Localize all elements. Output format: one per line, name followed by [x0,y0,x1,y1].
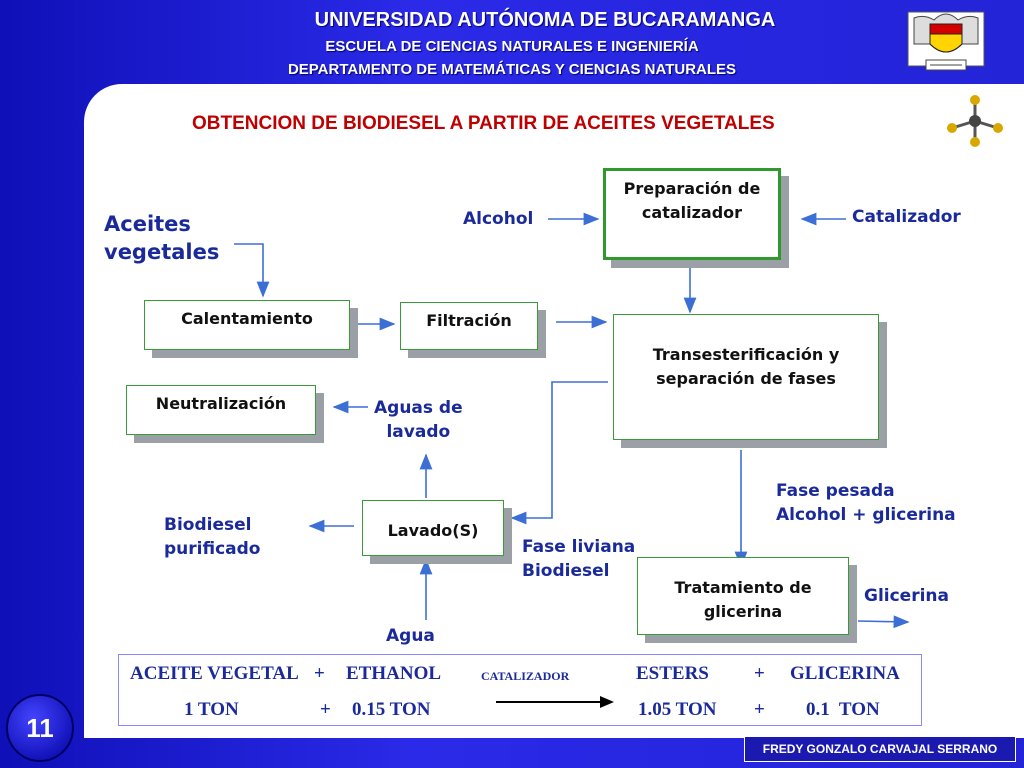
label-biodiesel-line1: Biodiesel [164,515,252,535]
box-lavado-label: Lavado(S) [387,521,479,540]
label-aceites-vegetales [104,210,219,266]
eq-qty-glicerina: 0.1 TON [806,699,880,720]
eq-qty-aceite: 1 TON [184,699,239,720]
arrow-tratamiento-glicerina [858,621,908,622]
box-filtracion [400,302,538,350]
eq-qty-esters: 1.05 TON [638,699,717,720]
box-tratamiento-label: Tratamiento de glicerina [674,578,812,621]
eq-product-esters: ESTERS [636,663,709,684]
label-fase-liviana-line2: Biodiesel [522,561,610,581]
label-aguas-line2: lavado [386,422,451,442]
label-aguas-line1: Aguas de [374,398,463,418]
header-school: ESCUELA DE CIENCIAS NATURALES E INGENIERÍA [325,38,699,55]
eq-reactant-aceite: ACEITE VEGETAL [130,663,299,684]
box-transesterificacion-label: Transesterificación y separación de fases [652,345,840,388]
box-filtracion-label: Filtración [426,311,512,330]
box-transesterificacion [613,314,879,440]
label-aguas-lavado [374,396,463,444]
arrow-transesterificacion-lavado [512,382,608,518]
eq-qty-ethanol: 0.15 TON [352,699,431,720]
box-calentamiento [144,300,350,350]
label-glicerina: Glicerina [864,586,949,606]
label-alcohol: Alcohol [463,209,534,229]
box-preparacion-catalizador [603,168,781,260]
eq-product-glicerina: GLICERINA [790,663,900,684]
label-fase-pesada-line2: Alcohol + glicerina [776,505,956,525]
author-name: FREDY GONZALO CARVAJAL SERRANO [744,736,1016,762]
box-tratamiento-glicerina [637,557,849,635]
label-fase-liviana-line1: Fase liviana [522,537,636,557]
label-fase-pesada [776,479,956,527]
box-neutralizacion-label: Neutralización [155,394,287,413]
eq-plus-2: + [754,663,765,684]
box-lavado [362,500,504,556]
label-catalizador: Catalizador [852,207,961,227]
label-fase-liviana [522,535,635,583]
label-agua: Agua [386,626,435,646]
label-biodiesel-purificado [164,513,260,561]
slide-title: OBTENCION DE BIODIESEL A PARTIR DE ACEITES VEGETALES [192,113,775,134]
box-preparacion-label: Preparación de catalizador [623,179,761,222]
label-aceites-line2: vegetales [104,240,220,264]
label-aceites-line1: Aceites [104,212,191,236]
box-neutralizacion [126,385,316,435]
header-university: UNIVERSIDAD AUTÓNOMA DE BUCARAMANGA [314,9,776,31]
label-biodiesel-line2: purificado [164,539,261,559]
page-number: 11 [6,694,74,762]
eq-qty-plus-1: + [320,699,331,720]
eq-reaction-arrow [494,694,616,710]
eq-reactant-ethanol: ETHANOL [346,663,442,684]
box-calentamiento-label: Calentamiento [181,309,313,328]
header-department: DEPARTAMENTO DE MATEMÁTICAS Y CIENCIAS NATURALES [287,61,737,78]
eq-catalyst: CATALIZADOR [481,669,570,683]
arrow-aceites-calentamiento [234,244,263,296]
label-fase-pesada-line1: Fase pesada [776,481,895,501]
eq-qty-plus-2: + [754,699,765,720]
eq-plus-1: + [314,663,325,684]
